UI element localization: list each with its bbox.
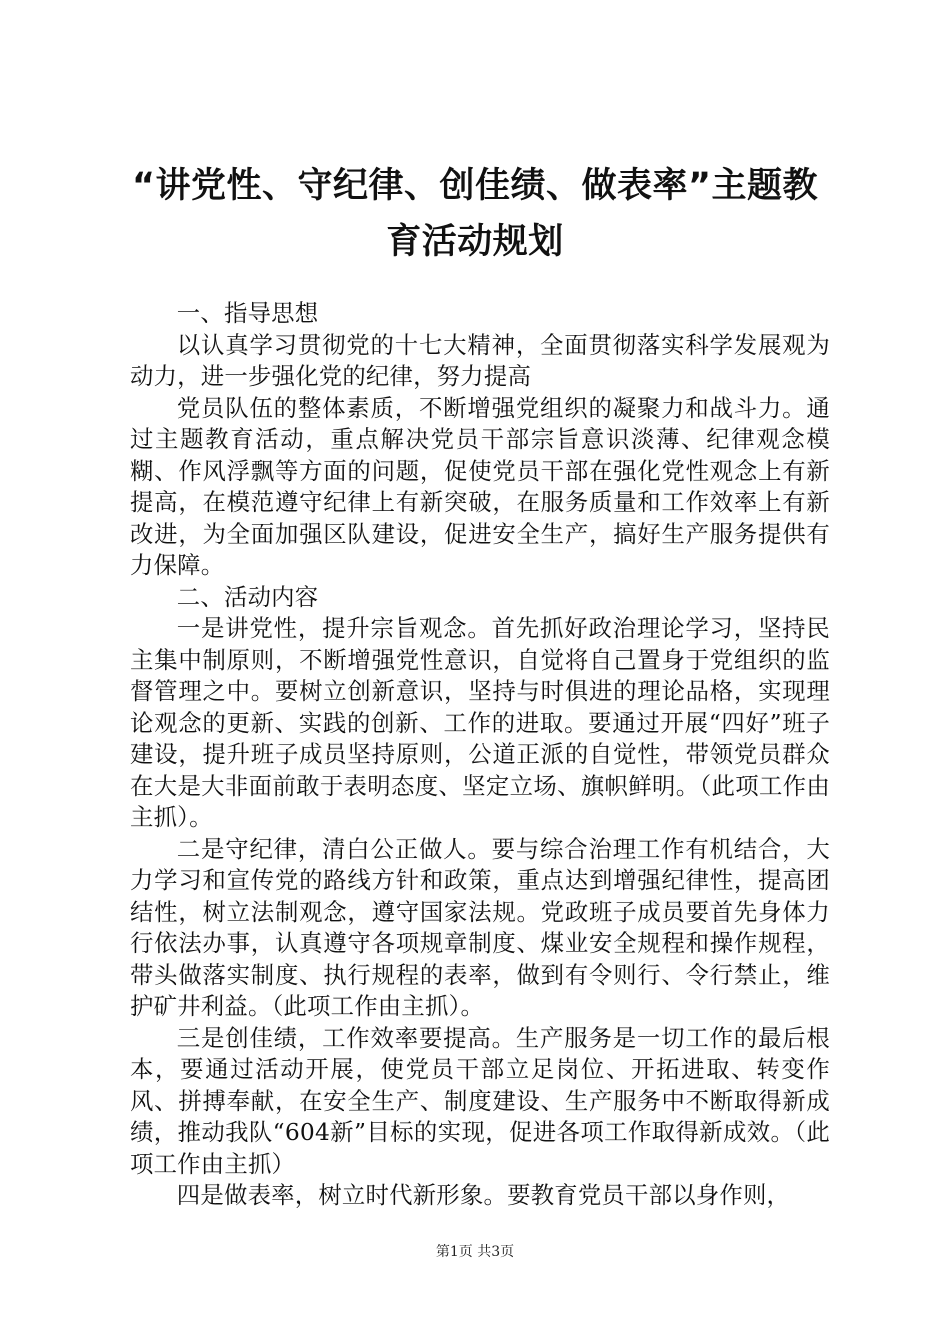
document-body [130, 298, 830, 1212]
paragraph: 四是做表率，树立时代新形象。要教育党员干部以身作则， [176, 1181, 791, 1209]
heading-activity-content: 二、活动内容 [176, 582, 319, 611]
paragraph: 一是讲党性，提升宗旨观念。首先抓好政治理论学习，坚持民主集中制原则，不断增强党性意识，自觉将自己置身于党组织的监督管理之中。要树立创新意识，坚持与时俱进的理论品格，实现理论观念的更新、实践的创新、工作的进取。要通过开展“四好”班子建设，提升班子成员坚持原则，公道正派的自觉性，带领党员群众在大是大非面前敢于表明态度、坚定立场、旗帜鲜明。（此项工作由主抓）。 [130, 614, 830, 831]
paragraph: 以认真学习贯彻党的十七大精神，全面贯彻落实科学发展观为动力，进一步强化党的纪律，努力提高 [130, 330, 830, 390]
paragraph: 党员队伍的整体素质，不断增强党组织的凝聚力和战斗力。通过主题教育活动，重点解决党员干部宗旨意识淡薄、纪律观念模糊、作风浮飘等方面的问题，促使党员干部在强化党性观念上有新提高，在模范遵守纪律上有新突破，在服务质量和工作效率上有新改进，为全面加强区队建设，促进安全生产，搞好生产服务提供有力保障。 [130, 393, 830, 579]
paragraph: 二是守纪律，清白公正做人。要与综合治理工作有机结合，大力学习和宣传党的路线方针和政策，重点达到增强纪律性，提高团结性，树立法制观念，遵守国家法规。党政班子成员要首先身体力行依法办事，认真遵守各项规章制度、煤业安全规程和操作规程，带头做落实制度、执行规程的表率，做到有令则行、令行禁止，维护矿井利益。（此项工作由主抓）。 [130, 834, 830, 1020]
paragraph: 三是创佳绩，工作效率要提高。生产服务是一切工作的最后根本，要通过活动开展，使党员干部立足岗位、开拓进取、转变作风、拼搏奉献，在安全生产、制度建设、生产服务中不断取得新成绩，推动我队“604新”目标的实现，促进各项工作取得新成效。（此项工作由主抓） [130, 1023, 830, 1178]
heading-guiding-ideology: 一、指导思想 [176, 299, 319, 327]
page-number-footer: 第1页 共3页 [435, 1244, 515, 1260]
document-title: “讲党性、守纪律、创佳绩、做表率”主题教育活动规划 [131, 166, 818, 262]
